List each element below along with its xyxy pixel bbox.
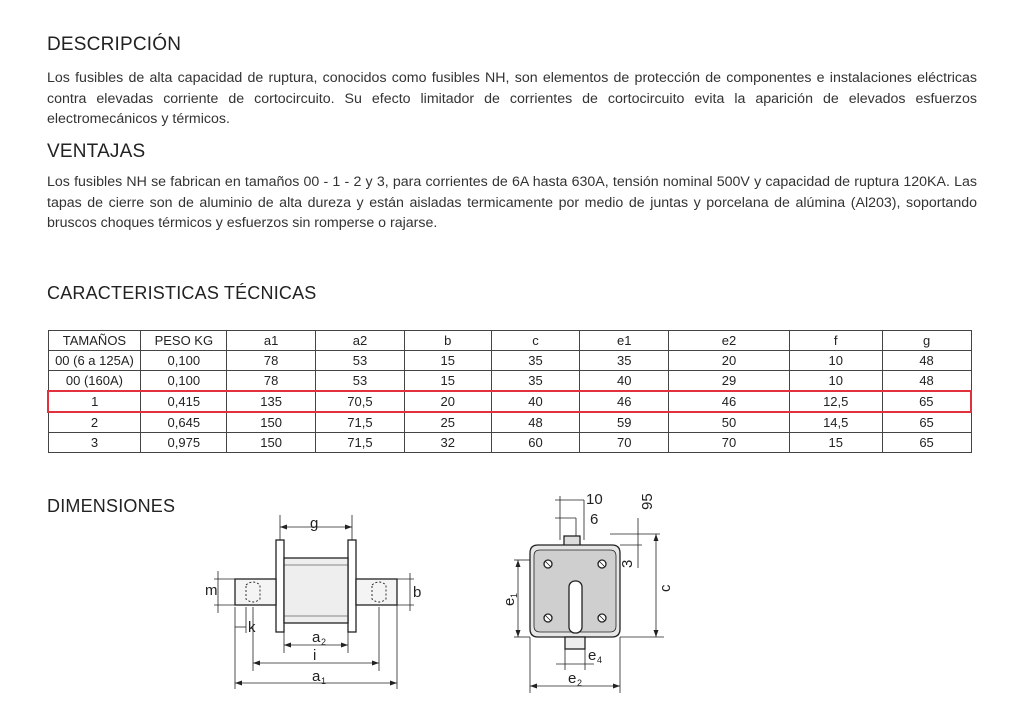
table-cell: 1 <box>48 391 141 412</box>
label-m: m <box>205 582 218 599</box>
label-a1-sub: 1 <box>321 676 327 686</box>
label-a1: a <box>312 668 321 685</box>
col-header-b: b <box>404 331 491 351</box>
table-cell: 35 <box>580 351 669 371</box>
caracteristicas-heading: CARACTERISTICAS TÉCNICAS <box>47 283 317 303</box>
table-cell: 15 <box>789 433 882 453</box>
label-g: g <box>310 515 319 532</box>
table-cell: 3 <box>48 433 141 453</box>
col-header-peso: PESO KG <box>141 331 227 351</box>
table-cell: 12,5 <box>789 391 882 412</box>
table-cell: 48 <box>882 371 971 392</box>
table-cell: 2 <box>48 412 141 433</box>
table-cell: 78 <box>227 371 316 392</box>
table-cell: 50 <box>669 412 790 433</box>
table-cell: 46 <box>580 391 669 412</box>
table-cell: 10 <box>789 351 882 371</box>
table-cell: 150 <box>227 412 316 433</box>
label-e1-sub: 1 <box>509 592 519 598</box>
table-cell: 32 <box>404 433 491 453</box>
label-e4: e <box>588 647 597 664</box>
ventajas-heading: VENTAJAS <box>47 141 146 162</box>
table-cell: 0,100 <box>141 351 227 371</box>
col-header-tamanos: TAMAÑOS <box>48 331 141 351</box>
table-row <box>48 371 971 392</box>
table-cell: 60 <box>491 433 580 453</box>
table-cell: 29 <box>669 371 790 392</box>
table-cell: 59 <box>580 412 669 433</box>
col-header-a1: a1 <box>227 331 316 351</box>
label-95: 95 <box>639 493 656 510</box>
table-cell: 65 <box>882 391 971 412</box>
table-cell: 35 <box>491 371 580 392</box>
fuse-side-view-drawing <box>200 515 425 695</box>
spec-table <box>47 330 972 453</box>
table-cell: 20 <box>404 391 491 412</box>
descripcion-text: Los fusibles de alta capacidad de ruptura, conocidos como fusibles NH, son elementos de protección de componentes e instalaciones eléctricas contra elevadas corriente de cortocircuito. Su efecto limitador de corrientes de cortocircuito evita la aparición de elevados esfuerzos electromecánicos y térmicos. <box>47 70 977 127</box>
table-cell: 46 <box>669 391 790 412</box>
label-b: b <box>413 584 422 601</box>
label-3: 3 <box>619 559 636 568</box>
table-cell: 70 <box>580 433 669 453</box>
label-e2-sub: 2 <box>577 678 583 688</box>
table-cell: 48 <box>491 412 580 433</box>
col-header-e1: e1 <box>580 331 669 351</box>
label-a2: a <box>312 629 321 646</box>
table-cell: 65 <box>882 433 971 453</box>
col-header-g: g <box>882 331 971 351</box>
label-e2: e <box>568 670 577 687</box>
label-e1: e <box>501 597 518 606</box>
table-cell: 53 <box>316 371 405 392</box>
table-cell: 0,645 <box>141 412 227 433</box>
dimensiones-heading: DIMENSIONES <box>47 496 176 516</box>
table-row <box>48 433 971 453</box>
table-cell: 25 <box>404 412 491 433</box>
label-6: 6 <box>590 511 599 528</box>
table-header-row <box>48 331 971 351</box>
table-cell: 35 <box>491 351 580 371</box>
table-cell: 00 (6 a 125A) <box>48 351 141 371</box>
table-cell: 15 <box>404 351 491 371</box>
table-cell: 78 <box>227 351 316 371</box>
ventajas-text: Los fusibles NH se fabrican en tamaños 00 - 1 - 2 y 3, para corrientes de 6A hasta 630A, tensión nominal 500V y capacidad de ruptura 120KA. Las tapas de cierre son de aluminio de alta dureza y están aisladas termicamente por medio de juntas y porcelana de alúmina (Al203), soportando bruscos choques térmicos y esfuerzos sin romperse o rajarse. <box>47 174 977 231</box>
table-cell: 0,100 <box>141 371 227 392</box>
col-header-a2: a2 <box>316 331 405 351</box>
col-header-c: c <box>491 331 580 351</box>
table-cell: 70 <box>669 433 790 453</box>
table-cell: 53 <box>316 351 405 371</box>
table-cell: 40 <box>580 371 669 392</box>
table-cell: 135 <box>227 391 316 412</box>
table-cell: 71,5 <box>316 412 405 433</box>
label-10: 10 <box>586 491 603 508</box>
table-cell: 14,5 <box>789 412 882 433</box>
table-row <box>48 412 971 433</box>
col-header-e2: e2 <box>669 331 790 351</box>
label-a2-sub: 2 <box>321 637 327 647</box>
table-cell: 48 <box>882 351 971 371</box>
label-c: c <box>657 584 674 592</box>
table-row <box>48 351 971 371</box>
table-cell: 0,975 <box>141 433 227 453</box>
table-cell: 00 (160A) <box>48 371 141 392</box>
label-e4-sub: 4 <box>597 655 603 665</box>
table-cell: 65 <box>882 412 971 433</box>
table-cell: 20 <box>669 351 790 371</box>
descripcion-heading: DESCRIPCIÓN <box>47 34 182 55</box>
table-cell: 10 <box>789 371 882 392</box>
table-cell: 15 <box>404 371 491 392</box>
table-cell: 71,5 <box>316 433 405 453</box>
table-cell: 70,5 <box>316 391 405 412</box>
label-k: k <box>248 619 256 636</box>
table-cell: 40 <box>491 391 580 412</box>
table-cell: 0,415 <box>141 391 227 412</box>
label-i: i <box>313 647 317 664</box>
col-header-f: f <box>789 331 882 351</box>
fuse-front-view-drawing <box>500 488 680 698</box>
table-cell: 150 <box>227 433 316 453</box>
highlighted-table-row <box>48 391 971 412</box>
